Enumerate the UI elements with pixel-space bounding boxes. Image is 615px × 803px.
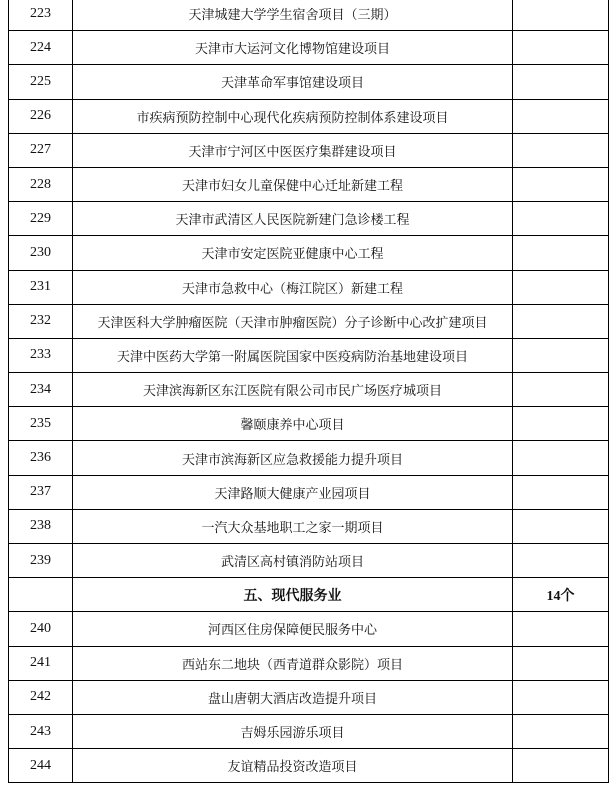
row-number: 243 xyxy=(9,714,73,748)
table-row xyxy=(9,407,609,441)
row-count xyxy=(513,338,609,372)
row-count xyxy=(513,714,609,748)
project-name: 天津市急救中心（梅江院区）新建工程 xyxy=(73,270,513,304)
table-row xyxy=(9,509,609,543)
project-name: 天津路顺大健康产业园项目 xyxy=(73,475,513,509)
project-name: 盘山唐朝大酒店改造提升项目 xyxy=(73,680,513,714)
project-name: 天津市大运河文化博物馆建设项目 xyxy=(73,31,513,65)
row-count xyxy=(513,475,609,509)
project-name: 天津市安定医院亚健康中心工程 xyxy=(73,236,513,270)
row-number: 226 xyxy=(9,99,73,133)
project-name: 武清区高村镇消防站项目 xyxy=(73,544,513,578)
row-number: 227 xyxy=(9,133,73,167)
row-count xyxy=(513,680,609,714)
project-name: 天津城建大学学生宿舍项目（三期） xyxy=(73,0,513,31)
document-page xyxy=(8,0,608,783)
table-row xyxy=(9,0,609,31)
section-number xyxy=(9,578,73,612)
row-number: 229 xyxy=(9,202,73,236)
row-number: 224 xyxy=(9,31,73,65)
table-row xyxy=(9,270,609,304)
table-row xyxy=(9,99,609,133)
project-name: 天津市滨海新区应急救援能力提升项目 xyxy=(73,441,513,475)
section-title: 五、现代服务业 xyxy=(73,578,513,612)
row-number: 233 xyxy=(9,338,73,372)
row-count xyxy=(513,236,609,270)
table-row xyxy=(9,749,609,783)
row-number: 242 xyxy=(9,680,73,714)
row-number: 228 xyxy=(9,167,73,201)
table-row xyxy=(9,612,609,646)
project-table-body xyxy=(9,0,609,783)
row-count xyxy=(513,99,609,133)
table-row xyxy=(9,202,609,236)
row-number: 244 xyxy=(9,749,73,783)
row-count xyxy=(513,509,609,543)
row-count xyxy=(513,441,609,475)
row-count xyxy=(513,612,609,646)
table-row xyxy=(9,236,609,270)
row-number: 230 xyxy=(9,236,73,270)
row-number: 237 xyxy=(9,475,73,509)
table-row xyxy=(9,714,609,748)
table-row xyxy=(9,646,609,680)
table-row xyxy=(9,373,609,407)
row-count xyxy=(513,202,609,236)
row-number: 239 xyxy=(9,544,73,578)
table-row xyxy=(9,475,609,509)
project-name: 天津市妇女儿童保健中心迁址新建工程 xyxy=(73,167,513,201)
project-name: 友谊精品投资改造项目 xyxy=(73,749,513,783)
row-count xyxy=(513,270,609,304)
row-number: 236 xyxy=(9,441,73,475)
row-number: 238 xyxy=(9,509,73,543)
row-count xyxy=(513,304,609,338)
row-number: 225 xyxy=(9,65,73,99)
project-name: 市疾病预防控制中心现代化疾病预防控制体系建设项目 xyxy=(73,99,513,133)
project-name: 天津滨海新区东江医院有限公司市民广场医疗城项目 xyxy=(73,373,513,407)
project-name: 天津医科大学肿瘤医院（天津市肿瘤医院）分子诊断中心改扩建项目 xyxy=(73,304,513,338)
row-count xyxy=(513,65,609,99)
table-row xyxy=(9,133,609,167)
row-count xyxy=(513,167,609,201)
table-row xyxy=(9,680,609,714)
project-name: 吉姆乐园游乐项目 xyxy=(73,714,513,748)
table-row xyxy=(9,304,609,338)
project-name: 天津市武清区人民医院新建门急诊楼工程 xyxy=(73,202,513,236)
table-row xyxy=(9,31,609,65)
project-name: 馨颐康养中心项目 xyxy=(73,407,513,441)
row-number: 223 xyxy=(9,0,73,31)
row-count xyxy=(513,749,609,783)
row-number: 234 xyxy=(9,373,73,407)
row-count xyxy=(513,646,609,680)
row-count xyxy=(513,133,609,167)
table-row xyxy=(9,167,609,201)
project-name: 天津市宁河区中医医疗集群建设项目 xyxy=(73,133,513,167)
section-count: 14个 xyxy=(513,578,609,612)
row-count xyxy=(513,407,609,441)
project-name: 西站东二地块（西青道群众影院）项目 xyxy=(73,646,513,680)
row-number: 235 xyxy=(9,407,73,441)
row-count xyxy=(513,0,609,31)
row-number: 231 xyxy=(9,270,73,304)
table-row xyxy=(9,544,609,578)
project-name: 一汽大众基地职工之家一期项目 xyxy=(73,509,513,543)
table-row xyxy=(9,65,609,99)
section-header-row xyxy=(9,578,609,612)
row-count xyxy=(513,373,609,407)
project-name: 天津中医药大学第一附属医院国家中医疫病防治基地建设项目 xyxy=(73,338,513,372)
row-number: 240 xyxy=(9,612,73,646)
row-number: 241 xyxy=(9,646,73,680)
table-row xyxy=(9,441,609,475)
table-row xyxy=(9,338,609,372)
project-table xyxy=(8,0,609,783)
project-name: 河西区住房保障便民服务中心 xyxy=(73,612,513,646)
row-count xyxy=(513,31,609,65)
row-number: 232 xyxy=(9,304,73,338)
project-name: 天津革命军事馆建设项目 xyxy=(73,65,513,99)
row-count xyxy=(513,544,609,578)
